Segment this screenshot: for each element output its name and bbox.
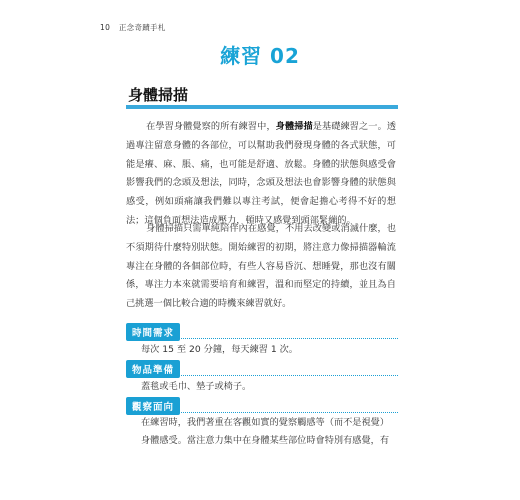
time-requirement-rule [126,338,398,340]
paragraph-1-lead: 在學習身體覺察的所有練習中， [146,121,276,132]
paragraph-1-emphasis: 身體掃描 [275,121,313,132]
body-paragraph-2 [126,220,396,314]
time-requirement-text: 每次 15 至 20 分鐘，每天練習 1 次。 [141,344,298,355]
section-title: 身體掃描 [128,86,189,104]
section-title-underline [126,105,398,109]
running-header [100,22,166,33]
observation-focus-text: 在練習時，我們著重在客觀如實的覺察觸感等（而不是視覺）身體感受。當注意力集中在身體某些部位時會特別有感覺，有 [141,417,390,446]
body-paragraph-1 [126,118,396,231]
time-requirement-label: 時間需求 [126,323,180,341]
book-title: 正念奇蹟手札 [118,23,166,32]
materials-rule [126,375,398,377]
paragraph-2-body: 身體掃描只需單純陪伴內在感覺，不用去改變或消滅什麼，也不須期待什麼特別狀態。開始練習的初期，將注意力像掃描器輪流專注在身體的各個部位時，有些人容易昏沉、想睡覺，那也沒有關係，專注力本來就需要培育和練習，溫和而堅定的持續，並且為自己挑選一個比較合適的時機來練習就好。 [126,223,396,310]
paragraph-1-body: 是基礎練習之一。透過專注留意身體的各部位，可以幫助我們發現身體的各式狀態，可能是癢、麻、脹、痛，也可能是舒適、放鬆。身體的狀態與感受會影響我們的念頭及想法，同時，念頭及想法也會影響身體的狀態與感受，例如頭痛讓我們難以專注考試，便會起擔心考得不好的想法；這個負面想法造成壓力，頓時又感覺到頭部緊繃的。 [126,121,397,226]
observation-focus-label: 觀察面向 [126,397,180,415]
page-number: 10 [100,23,111,32]
materials-text: 蓋毯或毛巾、墊子或椅子。 [141,381,252,392]
exercise-title: 練習 02 [220,44,300,68]
materials-label: 物品準備 [126,360,180,378]
